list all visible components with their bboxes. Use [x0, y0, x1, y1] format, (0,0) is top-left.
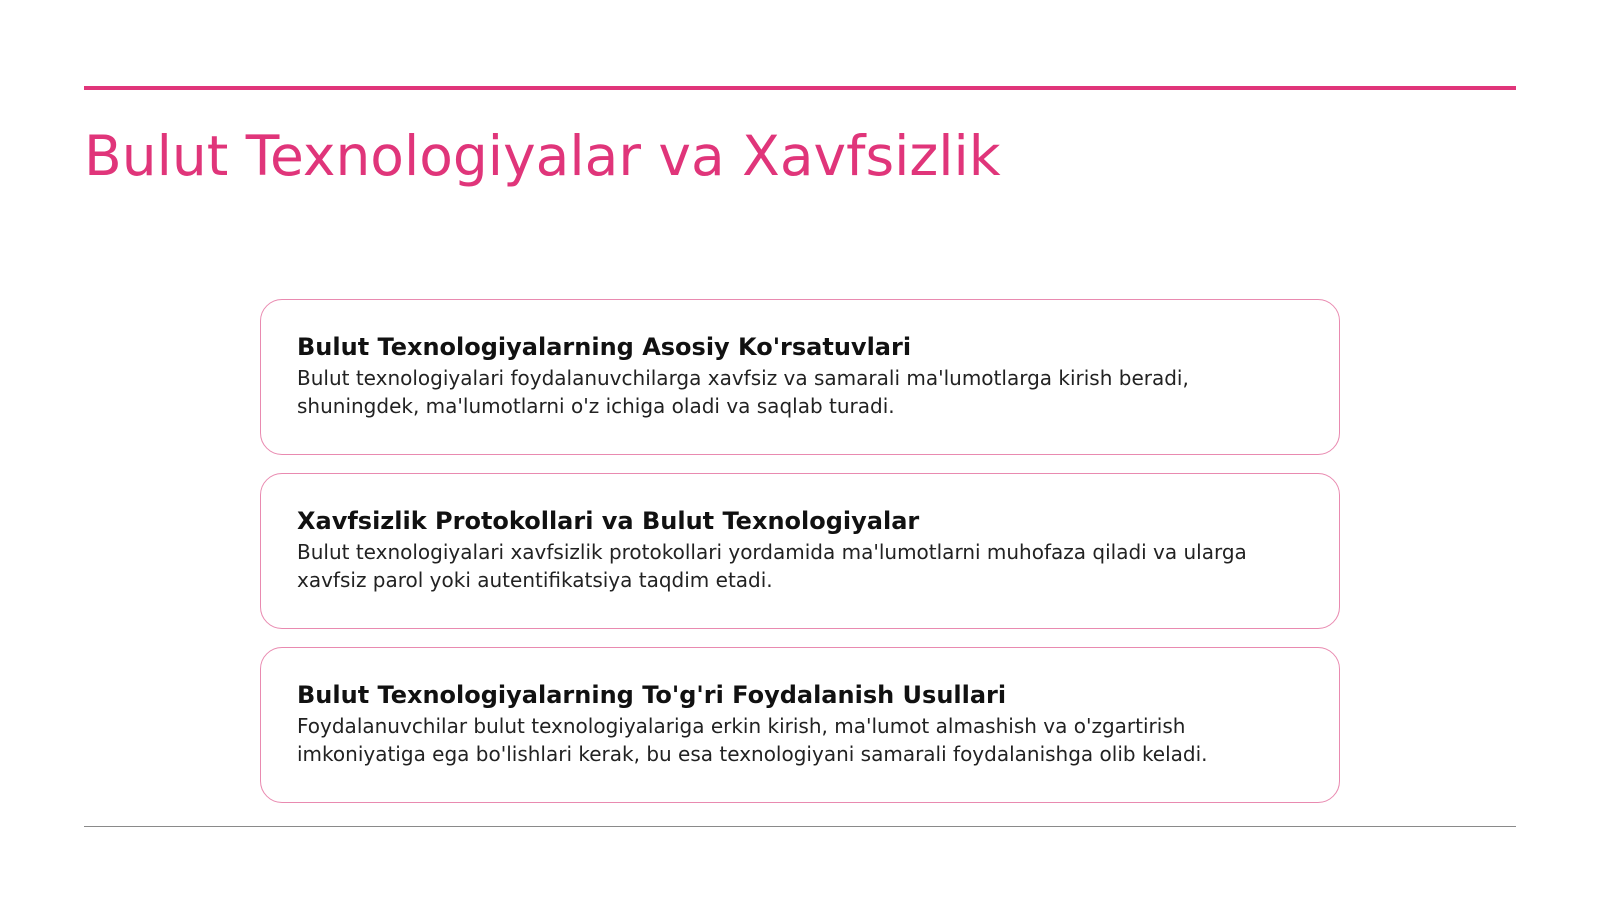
card-title: Bulut Texnologiyalarning To'g'ri Foydalanish Usullari [297, 681, 1007, 709]
card-list [260, 299, 1340, 821]
card-text: Foydalanuvchilar bulut texnologiyalariga erkin kirish, ma'lumot almashish va o'zgartirish imkoniyatiga ega bo'lishlari kerak, bu esa texnologiyani samarali foydalanishga olib keladi. [297, 714, 1208, 766]
top-accent-rule [84, 86, 1516, 90]
bottom-rule [84, 826, 1516, 827]
info-card-usage-methods [260, 647, 1340, 803]
card-text: Bulut texnologiyalari foydalanuvchilarga xavfsiz va samarali ma'lumotlarga kirish beradi, shuningdek, ma'lumotlarni o'z ichiga oladi va saqlab turadi. [297, 366, 1189, 418]
card-title: Bulut Texnologiyalarning Asosiy Ko'rsatuvlari [297, 333, 912, 361]
slide-title: Bulut Texnologiyalar va Xavfsizlik [84, 124, 1001, 188]
card-text: Bulut texnologiyalari xavfsizlik protokollari yordamida ma'lumotlarni muhofaza qiladi va ularga xavfsiz parol yoki autentifikatsiya taqdim etadi. [297, 540, 1247, 592]
card-title: Xavfsizlik Protokollari va Bulut Texnologiyalar [297, 507, 920, 535]
info-card-main-features [260, 299, 1340, 455]
info-card-security-protocols [260, 473, 1340, 629]
